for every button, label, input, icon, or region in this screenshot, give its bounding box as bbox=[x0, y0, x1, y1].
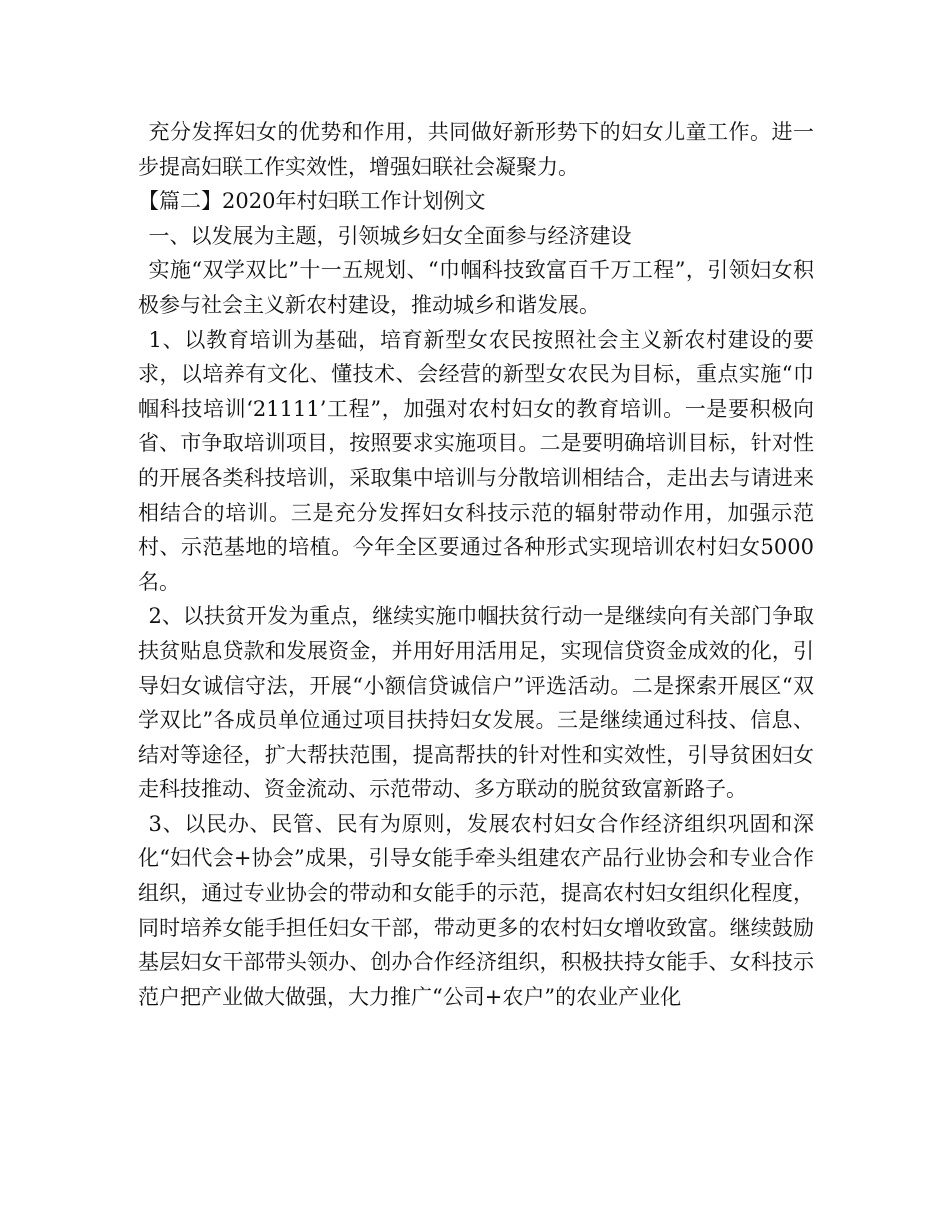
paragraph-section-one-title: 一、以发展为主题，引领城乡妇女全面参与经济建设 bbox=[148, 223, 632, 248]
paragraph-intro: 充分发挥妇女的优势和作用，共同做好新形势下的妇女儿童工作。进一步提高妇联工作实效性，增强妇联社会凝聚力。 bbox=[138, 120, 814, 179]
section-heading: 【篇二】2020年村妇联工作计划例文 bbox=[138, 189, 486, 214]
paragraph-item-2: 2、以扶贫开发为重点，继续实施巾帼扶贫行动一是继续向有关部门争取扶贫贴息贷款和发展资金，并用好用活用足，实现信贷资金成效的化，引导妇女诚信守法，开展“小额信贷诚信户”评选活动。二是探索开展区“双学双比”各成员单位通过项目扶持妇女发展。三是继续通过科技、信息、结对等途径，扩大帮扶范围，提高帮扶的针对性和实效性，引导贫困妇女走科技推动、资金流动、示范带动、多方联动的脱贫致富新路子。 bbox=[138, 604, 814, 802]
paragraph-implementation: 实施“双学双比”十一五规划、“巾帼科技致富百千万工程”，引领妇女积极参与社会主义新农村建设，推动城乡和谐发展。 bbox=[138, 258, 814, 317]
document-body bbox=[138, 115, 814, 1014]
paragraph-item-1: 1、以教育培训为基础，培育新型女农民按照社会主义新农村建设的要求，以培养有文化、懂技术、会经营的新型女农民为目标，重点实施“巾帼科技培训‘21111’工程”，加强对农村妇女的教育培训。一是要积极向省、市争取培训项目，按照要求实施项目。二是要明确培训目标，针对性的开展各类科技培训，采取集中培训与分散培训相结合，走出去与请进来相结合的培训。三是充分发挥妇女科技示范的辐射带动作用，加强示范村、示范基地的培植。今年全区要通过各种形式实现培训农村妇女5000名。 bbox=[138, 327, 814, 594]
paragraph-item-3: 3、以民办、民管、民有为原则，发展农村妇女合作经济组织巩固和深化“妇代会+协会”成果，引导女能手牵头组建农产品行业协会和专业合作组织，通过专业协会的带动和女能手的示范，提高农村妇女组织化程度，同时培养女能手担任妇女干部，带动更多的农村妇女增收致富。继续鼓励基层妇女干部带头领办、创办合作经济组织，积极扶持女能手、女科技示范户把产业做大做强，大力推广“公司+农户”的农业产业化 bbox=[138, 811, 814, 1009]
